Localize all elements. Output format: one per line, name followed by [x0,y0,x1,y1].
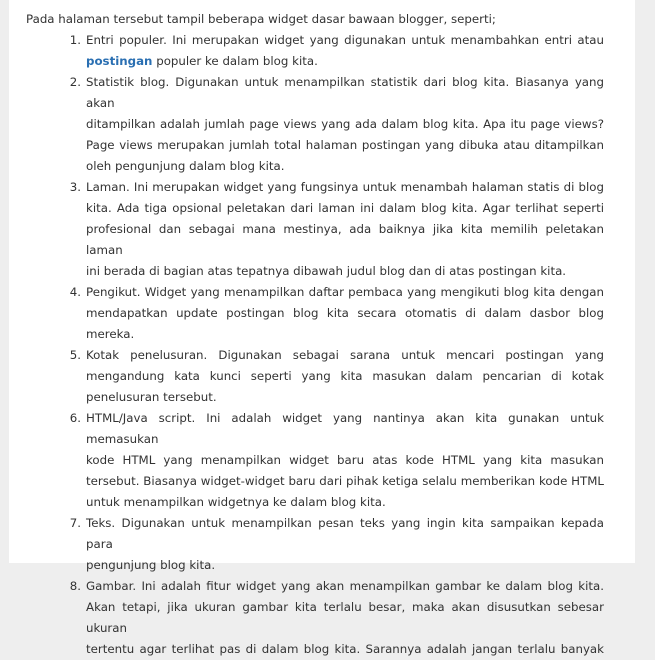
text-line: pengunjung blog kita. [86,558,216,572]
text-line: tertentu agar terlihat pas di dalam blog kita. Sarannya adalah jangan terlalu banyak [86,642,604,656]
list-item-text [86,576,604,660]
widget-list [9,30,635,660]
list-item-kotak-penelusuran [9,345,635,408]
text-line: tersebut. Biasanya widget-widget baru dari pihak ketiga selalu memberikan kode HTML [86,474,604,488]
list-item-text [86,408,604,513]
list-item-text [86,72,604,177]
text-line: penelusuran tersebut. [86,390,217,404]
text-line: Pengikut. Widget yang menampilkan daftar pembaca yang mengikuti blog kita dengan [86,285,604,299]
list-item-html-java-script [9,408,635,513]
text-line [86,51,604,72]
list-item-text [86,177,604,282]
list-item-text [86,282,604,345]
list-number: 7. [69,516,81,530]
text-line: kita. Ada tiga opsional peletakan dari laman ini dalam blog kita. Agar terlihat seperti [86,201,604,215]
text-line: HTML/Java script. Ini adalah widget yang nantinya akan kita gunakan untuk memasukan [86,411,604,446]
text-line: kode HTML yang menampilkan widget baru atas kode HTML yang kita masukan [86,453,604,467]
list-number: 4. [69,285,81,299]
text-line: profesional dan sebagai mana mestinya, ada baiknya jika kita memilih peletakan laman [86,222,604,257]
text-line: Page views merupakan jumlah total halaman postingan yang dibuka atau ditampilkan [86,138,604,152]
article-body [9,0,635,656]
text-line: untuk menampilkan widgetnya ke dalam blog kita. [86,495,386,509]
list-number: 1. [69,33,81,47]
text-line: Teks. Digunakan untuk menampilkan pesan teks yang ingin kita sampaikan kepada para [86,516,604,551]
text-line: mereka. [86,327,135,341]
text-line: Gambar. Ini adalah fitur widget yang akan menampilkan gambar ke dalam blog kita. [86,579,604,593]
text-line: oleh pengunjung dalam blog kita. [86,159,285,173]
text-line: Laman. Ini merupakan widget yang fungsinya untuk menambah halaman statis di blog [86,180,604,194]
text-line: Kotak penelusuran. Digunakan sebagai sarana untuk mencari postingan yang [86,348,604,362]
list-number: 6. [69,411,81,425]
intro-paragraph: Pada halaman tersebut tampil beberapa widget dasar bawaan blogger, seperti; [26,12,496,26]
list-item-teks [9,513,635,576]
list-number: 8. [69,579,81,593]
text-line: Akan tetapi, jika ukuran gambar kita terlalu besar, maka akan disusutkan sebesar ukuran [86,600,604,635]
list-number: 5. [69,348,81,362]
list-item-laman [9,177,635,282]
text-line: Entri populer. Ini merupakan widget yang digunakan untuk menambahkan entri atau [86,33,604,47]
list-item-statistik-blog [9,72,635,177]
list-item-pengikut [9,282,635,345]
list-item-text [86,513,604,576]
text-line: ditampilkan adalah jumlah page views yang ada dalam blog kita. Apa itu page views? [86,117,604,131]
list-item-gambar [9,576,635,660]
postingan-link[interactable]: postingan [86,54,153,68]
list-number: 3. [69,180,81,194]
list-item-text [86,30,604,72]
text-fragment: populer ke dalam blog kita. [152,54,318,68]
list-number: 2. [69,75,81,89]
list-item-entri-populer [9,30,635,72]
text-line: mendapatkan update postingan blog kita secara otomatis di dalam dasbor blog [86,306,604,320]
list-item-text [86,345,604,408]
text-line: ini berada di bagian atas tepatnya dibawah judul blog dan di atas postingan kita. [86,264,567,278]
text-line: mengandung kata kunci seperti yang kita masukan dalam pencarian di kotak [86,369,604,383]
text-line: Statistik blog. Digunakan untuk menampilkan statistik dari blog kita. Biasanya yang akan [86,75,604,110]
